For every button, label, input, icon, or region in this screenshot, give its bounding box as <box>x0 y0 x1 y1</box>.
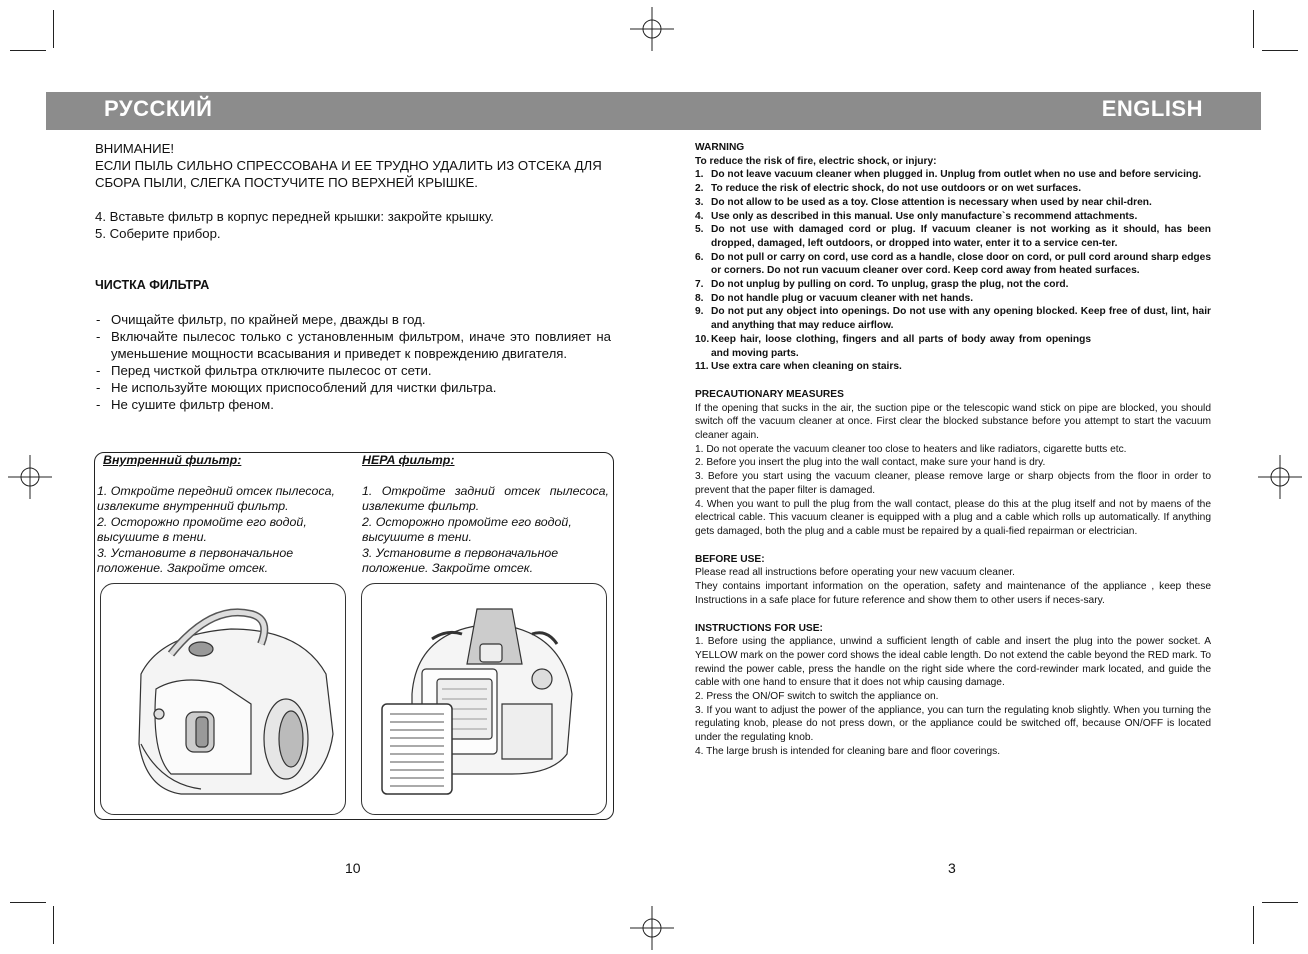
registration-mark-icon <box>8 455 52 499</box>
warning-list <box>695 168 1211 374</box>
language-header-bar <box>46 92 1261 130</box>
item-text: Do not put any object into openings. Do not use with any opening blocked. Keep free of dust, lint, hair and anything that may reduce airflow. <box>711 306 1211 332</box>
list-item <box>695 182 1211 196</box>
hepa-filter-illustration <box>361 583 607 815</box>
list-item <box>695 196 1211 210</box>
instruction-item: 2. Press the ON/OF switch to switch the appliance on. <box>695 691 939 703</box>
instruction-item: 3. If you want to adjust the power of the appliance, you can turn the regulating knob slightly. When you turning the regulating knob, please do not press down, or the appliance could be switched off, because ON/OFF is located under the regulating knob. <box>695 704 1211 744</box>
inner-filter-step: 2. Осторожно промойте его водой, высушите в тени. <box>97 514 307 544</box>
list-item <box>695 251 1211 278</box>
list-item <box>695 333 1211 360</box>
list-item <box>695 278 1211 292</box>
crop-mark <box>1262 902 1298 903</box>
crop-mark <box>1262 50 1298 51</box>
inner-filter-title: Внутренний фильтр: <box>103 453 242 467</box>
inner-filter-illustration <box>100 583 346 815</box>
russian-heading: РУССКИЙ <box>104 96 213 121</box>
page-number-left: 10 <box>345 860 361 876</box>
precaution-item: 1. Do not operate the vacuum cleaner too close to heaters and like radiators, cigarette butts etc. <box>695 443 1127 455</box>
inner-filter-step: 1. Откройте передний отсек пылесоса, извлеките внутренний фильтр. <box>97 483 335 513</box>
item-text: Use only as described in this manual. Use only manufacture`s recommend attachments. <box>711 210 1138 222</box>
item-number: 4. <box>695 210 704 222</box>
cleaning-heading: ЧИСТКА ФИЛЬТРА <box>95 278 210 292</box>
item-number: 3. <box>695 196 704 208</box>
vacuum-front-illustration-icon <box>101 584 345 814</box>
item-number: 10. <box>695 333 710 345</box>
step-4: 4. Вставьте фильтр в корпус передней крышки: закройте крышку. <box>95 209 494 224</box>
crop-mark <box>53 10 54 48</box>
cleaning-list <box>95 311 611 413</box>
before-use-text: They contains important information on the operation, safety and maintenance of the appliance , keep these Instructions in a safe place for future reference and show them to other users if neces-sary. <box>695 581 1211 606</box>
list-item <box>695 292 1211 306</box>
list-item <box>695 168 1211 182</box>
list-item <box>695 210 1211 224</box>
crop-mark <box>10 50 46 51</box>
instruction-item: 1. Before using the appliance, unwind a sufficient length of cable and insert the plug into the power socket. A YELLOW mark on the power cord shows the ideal cable length. Do not extend the cable beyond the RED mark. To rewind the power cable, press the handle on the right side where the cord-rewinder mark located, and guide the cable with one hand to ensure that it does not whip causing damage. <box>695 636 1211 689</box>
list-item <box>695 305 1211 332</box>
inner-filter-step: 3. Установите в первоначальное положение. Закройте отсек. <box>97 545 294 575</box>
warning-intro: To reduce the risk of fire, electric shock, or injury: <box>695 155 937 167</box>
item-text: Do not leave vacuum cleaner when plugged in. Unplug from outlet when no use and before servicing. <box>711 169 1202 181</box>
english-heading: ENGLISH <box>1101 96 1203 121</box>
before-use-title: BEFORE USE: <box>695 553 765 565</box>
attention-text: ЕСЛИ ПЫЛЬ СИЛЬНО СПРЕССОВАНА И ЕЕ ТРУДНО УДАЛИТЬ ИЗ ОТСЕКА ДЛЯ СБОРА ПЫЛИ, СЛЕГКА ПОСТУЧИТЕ ПО ВЕРХНЕЙ КРЫШКЕ. <box>95 158 602 190</box>
inner-filter-column <box>97 453 347 577</box>
item-text: Do not use with damaged cord or plug. If vacuum cleaner is not working as it should, has been dropped, damaged, left outdoors, or dropped into water, enter it to a service cen-ter. <box>711 224 1211 249</box>
item-text: Do not pull or carry on cord, use cord as a handle, close door on cord, or pull cord around sharp edges or corners. Do not run vacuum cleaner over cord. Keep cord away from heated surfaces. <box>711 251 1211 277</box>
item-number: 1. <box>695 169 704 181</box>
item-text: Do not unplug by pulling on cord. To unplug, grasp the plug, not the cord. <box>711 279 1069 291</box>
item-number: 2. <box>695 183 704 195</box>
crop-mark <box>1253 10 1254 48</box>
precaution-title: PRECAUTIONARY MEASURES <box>695 388 844 400</box>
list-item <box>695 223 1211 250</box>
russian-column <box>95 140 611 413</box>
hepa-filter-step: 2. Осторожно промойте его водой, высушите в тени. <box>362 514 572 544</box>
hepa-filter-title: HEPA фильтр: <box>362 453 455 467</box>
item-number: 7. <box>695 279 704 291</box>
filter-instructions-box <box>94 452 614 820</box>
list-item: - Не сушите фильтр феном. <box>95 396 611 413</box>
warning-title: WARNING <box>695 142 745 153</box>
attention-title: ВНИМАНИЕ! <box>95 141 175 156</box>
list-item: - Перед чисткой фильтра отключите пылесос от сети. <box>95 362 611 379</box>
instructions-title: INSTRUCTIONS FOR USE: <box>695 622 823 634</box>
registration-mark-icon <box>630 906 674 950</box>
precaution-item: 3. Before you start using the vacuum cleaner, please remove large or sharp objects from the floor in order to prevent that the paper filter is damaged. <box>695 471 1211 496</box>
item-number: 8. <box>695 292 704 304</box>
hepa-filter-step: 3. Установите в первоначальное положение. Закройте отсек. <box>362 545 559 575</box>
precaution-intro: If the opening that sucks in the air, the suction pipe or the telescopic wand stick on pipe are blocked, you should switch off the vacuum cleaner at once. First clear the blocked substance before you attempt to start the vacuum cleaner again. <box>695 402 1211 442</box>
page-number-right: 3 <box>948 860 956 876</box>
english-column <box>695 141 1211 759</box>
list-item: - Включайте пылесос только с установленным фильтром, иначе это повлияет на уменьшение мощности всасывания и приведет к повреждению двигателя. <box>95 328 611 362</box>
step-5: 5. Соберите прибор. <box>95 226 221 241</box>
item-number: 6. <box>695 251 704 263</box>
item-number: 5. <box>695 224 704 236</box>
item-text: Keep hair, loose clothing, fingers and all parts of body away from openings and moving parts. <box>711 333 1091 359</box>
item-number: 9. <box>695 306 704 318</box>
before-use-text: Please read all instructions before operating your new vacuum cleaner. <box>695 567 1015 579</box>
crop-mark <box>10 902 46 903</box>
instruction-item: 4. The large brush is intended for cleaning bare and floor coverings. <box>695 745 1001 757</box>
registration-mark-icon <box>1258 455 1302 499</box>
item-text: To reduce the risk of electric shock, do not use outdoors or on wet surfaces. <box>711 183 1082 195</box>
item-text: Do not allow to be used as a toy. Close attention is necessary when used by near chil-dren. <box>711 196 1152 208</box>
crop-mark <box>53 906 54 944</box>
list-item: - Не используйте моющих приспособлений для чистки фильтра. <box>95 379 611 396</box>
precaution-item: 4. When you want to pull the plug from the wall contact, please do this at the plug itself and not by maens of the electrical cable. This vacuum cleaner is equipped with a plug and a cable which rolls up automatically. If anything gets damaged, both the plug and a cable must be repaired by a quali-fied repairman or electrician. <box>695 498 1211 537</box>
list-item <box>695 360 1211 374</box>
hepa-filter-step: 1. Откройте задний отсек пылесоса, извлеките фильтр. <box>362 483 609 513</box>
item-text: Do not handle plug or vacuum cleaner with net hands. <box>711 292 974 304</box>
hepa-filter-column <box>362 453 609 577</box>
item-number: 11. <box>695 361 709 373</box>
item-text: Use extra care when cleaning on stairs. <box>711 361 902 373</box>
crop-mark <box>1253 906 1254 944</box>
vacuum-rear-illustration-icon <box>362 584 606 814</box>
list-item: - Очищайте фильтр, по крайней мере, дважды в год. <box>95 311 611 328</box>
precaution-item: 2. Before you insert the plug into the wall contact, make sure your hand is dry. <box>695 457 1046 469</box>
registration-mark-icon <box>630 7 674 51</box>
